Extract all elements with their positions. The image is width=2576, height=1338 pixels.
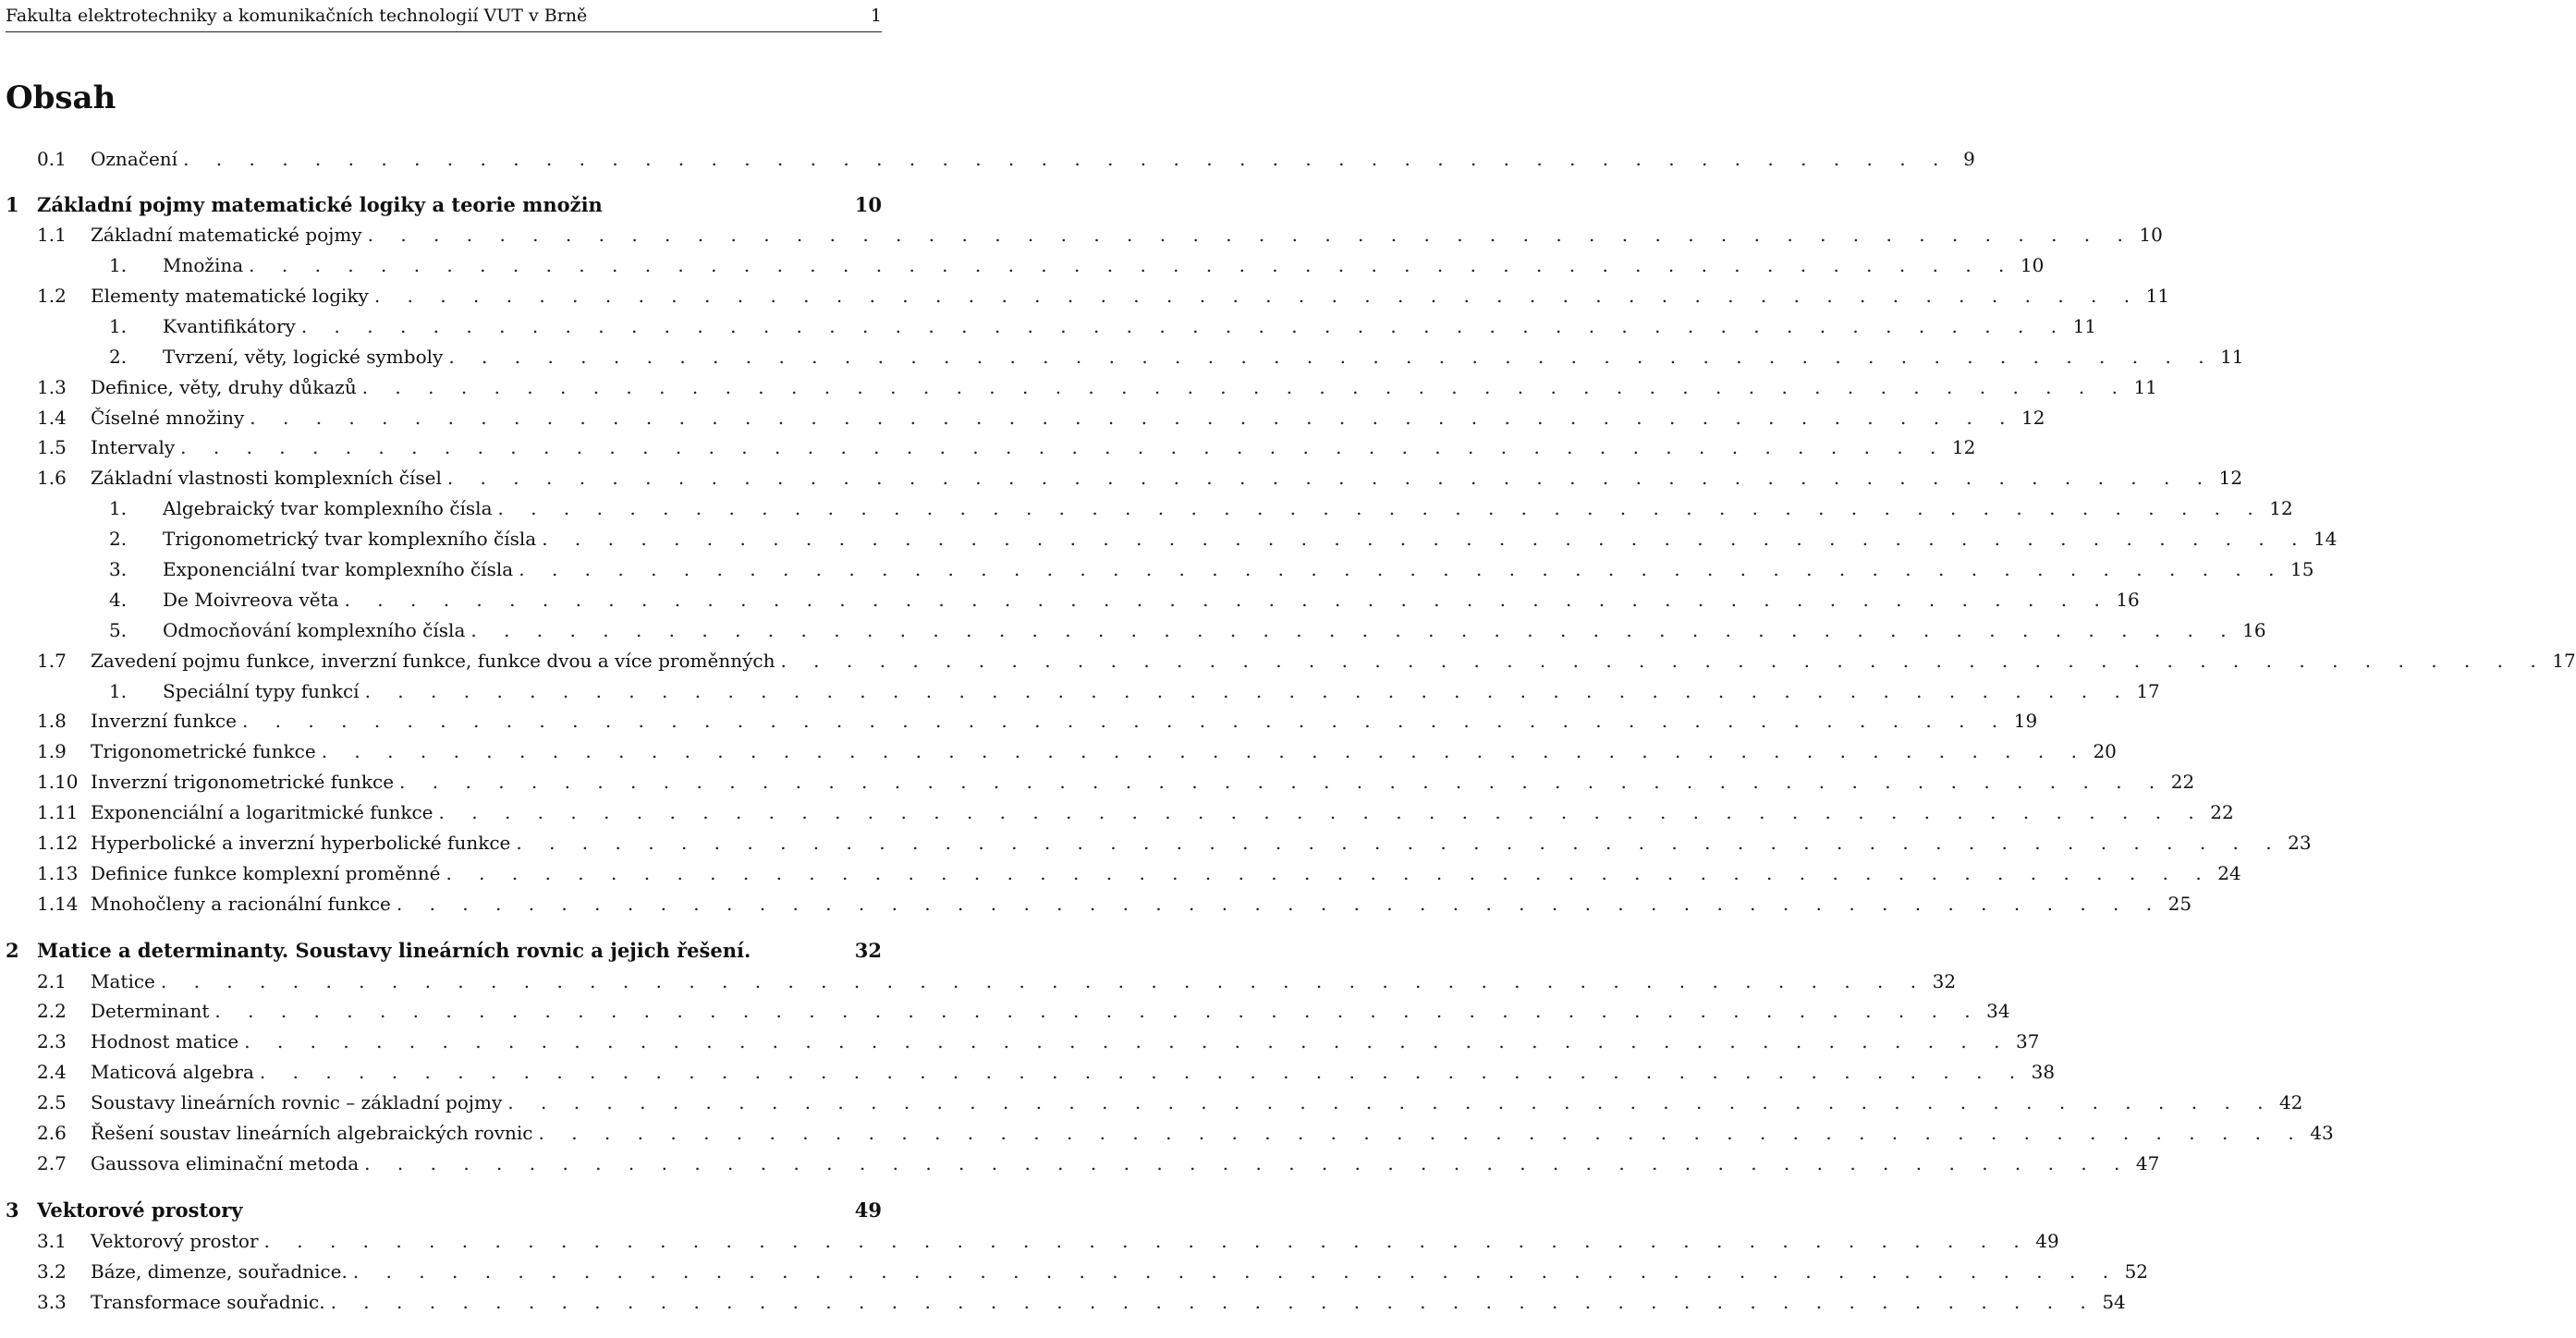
toc-chapter[interactable]: 3 Vektorové prostory 49	[6, 1198, 882, 1222]
toc-subentry[interactable]: 4. De Moivreova věta . . . . . . . . . . . . . . . . . . . . . . . . . . . . . . . . . . . . . . . . . . . . . . . . . . . . . . 16	[109, 588, 2140, 611]
toc-entry[interactable]: 3.2 Báze, dimenze, souřadnice. . . . . . . . . . . . . . . . . . . . . . . . . . . . . . . . . . . . . . . . . . . . . . . . . . . . . . . 52	[37, 1259, 2149, 1283]
toc-entry[interactable]: 2.5 Soustavy lineárních rovnic – základní pojmy . . . . . . . . . . . . . . . . . . . . . . . . . . . . . . . . . . . . . . . . . . . . . . . . . . . . . . 42	[37, 1091, 2303, 1114]
toc-entry[interactable]: 1.6 Základní vlastnosti komplexních čísel . . . . . . . . . . . . . . . . . . . . . . . . . . . . . . . . . . . . . . . . . . . . . . . . . . . . . . 12	[37, 467, 2243, 490]
toc-chapter[interactable]: 1 Základní pojmy matematické logiky a teorie množin 10	[6, 192, 882, 216]
toc-entry[interactable]: 2.2 Determinant . . . . . . . . . . . . . . . . . . . . . . . . . . . . . . . . . . . . . . . . . . . . . . . . . . . . . . 34	[37, 1000, 2010, 1023]
toc-subentry[interactable]: 1. Množina . . . . . . . . . . . . . . . . . . . . . . . . . . . . . . . . . . . . . . . . . . . . . . . . . . . . . . 10	[109, 254, 2045, 277]
toc-entry[interactable]: 2.4 Maticová algebra . . . . . . . . . . . . . . . . . . . . . . . . . . . . . . . . . . . . . . . . . . . . . . . . . . . . . . 38	[37, 1061, 2056, 1084]
page-header	[6, 0, 882, 31]
header-divider	[6, 31, 882, 32]
toc-entry[interactable]: 1.3 Definice, věty, druhy důkazů . . . . . . . . . . . . . . . . . . . . . . . . . . . . . . . . . . . . . . . . . . . . . . . . . . . . . . 11	[37, 375, 2157, 398]
toc-entry[interactable]: 1.12 Hyperbolické a inverzní hyperbolické funkce . . . . . . . . . . . . . . . . . . . . . . . . . . . . . . . . . . . . . . . . . . . . . . . . . . . . . . 23	[37, 832, 2312, 855]
page-title: Obsah	[6, 79, 116, 116]
toc-entry[interactable]: 1.4 Číselné množiny . . . . . . . . . . . . . . . . . . . . . . . . . . . . . . . . . . . . . . . . . . . . . . . . . . . . . . 12	[37, 406, 2045, 429]
toc-entry[interactable]: 2.3 Hodnost matice . . . . . . . . . . . . . . . . . . . . . . . . . . . . . . . . . . . . . . . . . . . . . . . . . . . . . . 37	[37, 1030, 2040, 1053]
toc-entry[interactable]: 1.5 Intervaly . . . . . . . . . . . . . . . . . . . . . . . . . . . . . . . . . . . . . . . . . . . . . . . . . . . . . . 12	[37, 436, 1976, 459]
toc-subentry[interactable]: 1. Speciální typy funkcí . . . . . . . . . . . . . . . . . . . . . . . . . . . . . . . . . . . . . . . . . . . . . . . . . . . . . . 17	[109, 679, 2160, 702]
toc-subentry[interactable]: 5. Odmocňování komplexního čísla . . . . . . . . . . . . . . . . . . . . . . . . . . . . . . . . . . . . . . . . . . . . . . . . . . . . . . 16	[109, 618, 2266, 641]
table-of-contents	[6, 144, 2576, 1317]
toc-subentry[interactable]: 2. Trigonometrický tvar komplexního čísla . . . . . . . . . . . . . . . . . . . . . . . . . . . . . . . . . . . . . . . . . . . . . . . . . . . . . . 14	[109, 528, 2338, 551]
toc-entry[interactable]: 1.11 Exponenciální a logaritmické funkce . . . . . . . . . . . . . . . . . . . . . . . . . . . . . . . . . . . . . . . . . . . . . . . . . . . . . . 22	[37, 801, 2234, 824]
toc-entry[interactable]: 0.1 Označení . . . . . . . . . . . . . . . . . . . . . . . . . . . . . . . . . . . . . . . . . . . . . . . . . . . . . . 9	[37, 148, 1975, 171]
toc-entry[interactable]: 1.10 Inverzní trigonometrické funkce . . . . . . . . . . . . . . . . . . . . . . . . . . . . . . . . . . . . . . . . . . . . . . . . . . . . . . 22	[37, 771, 2195, 794]
toc-entry[interactable]: 3.3 Transformace souřadnic. . . . . . . . . . . . . . . . . . . . . . . . . . . . . . . . . . . . . . . . . . . . . . . . . . . . . . . 54	[37, 1290, 2126, 1313]
toc-entry[interactable]: 2.1 Matice . . . . . . . . . . . . . . . . . . . . . . . . . . . . . . . . . . . . . . . . . . . . . . . . . . . . . . 32	[37, 969, 1957, 992]
toc-entry[interactable]: 1.7 Zavedení pojmu funkce, inverzní funkce, funkce dvou a více proměnných . . . . . . . . . . . . . . . . . . . . . . . . . . . . . . . . . . . . . . . . . . . . . . . . . . . . . . 17	[37, 649, 2576, 672]
toc-chapter[interactable]: 2 Matice a determinanty. Soustavy lineárních rovnic a jejich řešení. 32	[6, 939, 882, 963]
toc-entry[interactable]: 3.1 Vektorový prostor . . . . . . . . . . . . . . . . . . . . . . . . . . . . . . . . . . . . . . . . . . . . . . . . . . . . . . 49	[37, 1229, 2059, 1252]
toc-entry[interactable]: 1.1 Základní matematické pojmy . . . . . . . . . . . . . . . . . . . . . . . . . . . . . . . . . . . . . . . . . . . . . . . . . . . . . . 10	[37, 224, 2163, 247]
toc-entry[interactable]: 1.13 Definice funkce komplexní proměnné . . . . . . . . . . . . . . . . . . . . . . . . . . . . . . . . . . . . . . . . . . . . . . . . . . . . . . 24	[37, 861, 2241, 884]
toc-entry[interactable]: 2.7 Gaussova eliminační metoda . . . . . . . . . . . . . . . . . . . . . . . . . . . . . . . . . . . . . . . . . . . . . . . . . . . . . . 47	[37, 1151, 2160, 1174]
toc-entry[interactable]: 2.6 Řešení soustav lineárních algebraických rovnic . . . . . . . . . . . . . . . . . . . . . . . . . . . . . . . . . . . . . . . . . . . . . . . . . . . . . . 43	[37, 1122, 2334, 1145]
page-number: 1	[870, 6, 882, 26]
toc-subentry[interactable]: 2. Tvrzení, věty, logické symboly . . . . . . . . . . . . . . . . . . . . . . . . . . . . . . . . . . . . . . . . . . . . . . . . . . . . . . 11	[109, 345, 2244, 368]
header-title: Fakulta elektrotechniky a komunikačních technologií VUT v Brně	[6, 6, 588, 26]
toc-subentry[interactable]: 1. Kvantifikátory . . . . . . . . . . . . . . . . . . . . . . . . . . . . . . . . . . . . . . . . . . . . . . . . . . . . . . 11	[109, 314, 2097, 337]
toc-entry[interactable]: 1.2 Elementy matematické logiky . . . . . . . . . . . . . . . . . . . . . . . . . . . . . . . . . . . . . . . . . . . . . . . . . . . . . . 11	[37, 285, 2170, 307]
toc-entry[interactable]: 1.9 Trigonometrické funkce . . . . . . . . . . . . . . . . . . . . . . . . . . . . . . . . . . . . . . . . . . . . . . . . . . . . . . 20	[37, 740, 2117, 763]
toc-entry[interactable]: 1.14 Mnohočleny a racionální funkce . . . . . . . . . . . . . . . . . . . . . . . . . . . . . . . . . . . . . . . . . . . . . . . . . . . . . . 25	[37, 892, 2192, 915]
toc-subentry[interactable]: 3. Exponenciální tvar komplexního čísla . . . . . . . . . . . . . . . . . . . . . . . . . . . . . . . . . . . . . . . . . . . . . . . . . . . . . . 15	[109, 558, 2314, 581]
toc-subentry[interactable]: 1. Algebraický tvar komplexního čísla . . . . . . . . . . . . . . . . . . . . . . . . . . . . . . . . . . . . . . . . . . . . . . . . . . . . . . 12	[109, 497, 2293, 520]
toc-entry[interactable]: 1.8 Inverzní funkce . . . . . . . . . . . . . . . . . . . . . . . . . . . . . . . . . . . . . . . . . . . . . . . . . . . . . . 19	[37, 710, 2038, 733]
